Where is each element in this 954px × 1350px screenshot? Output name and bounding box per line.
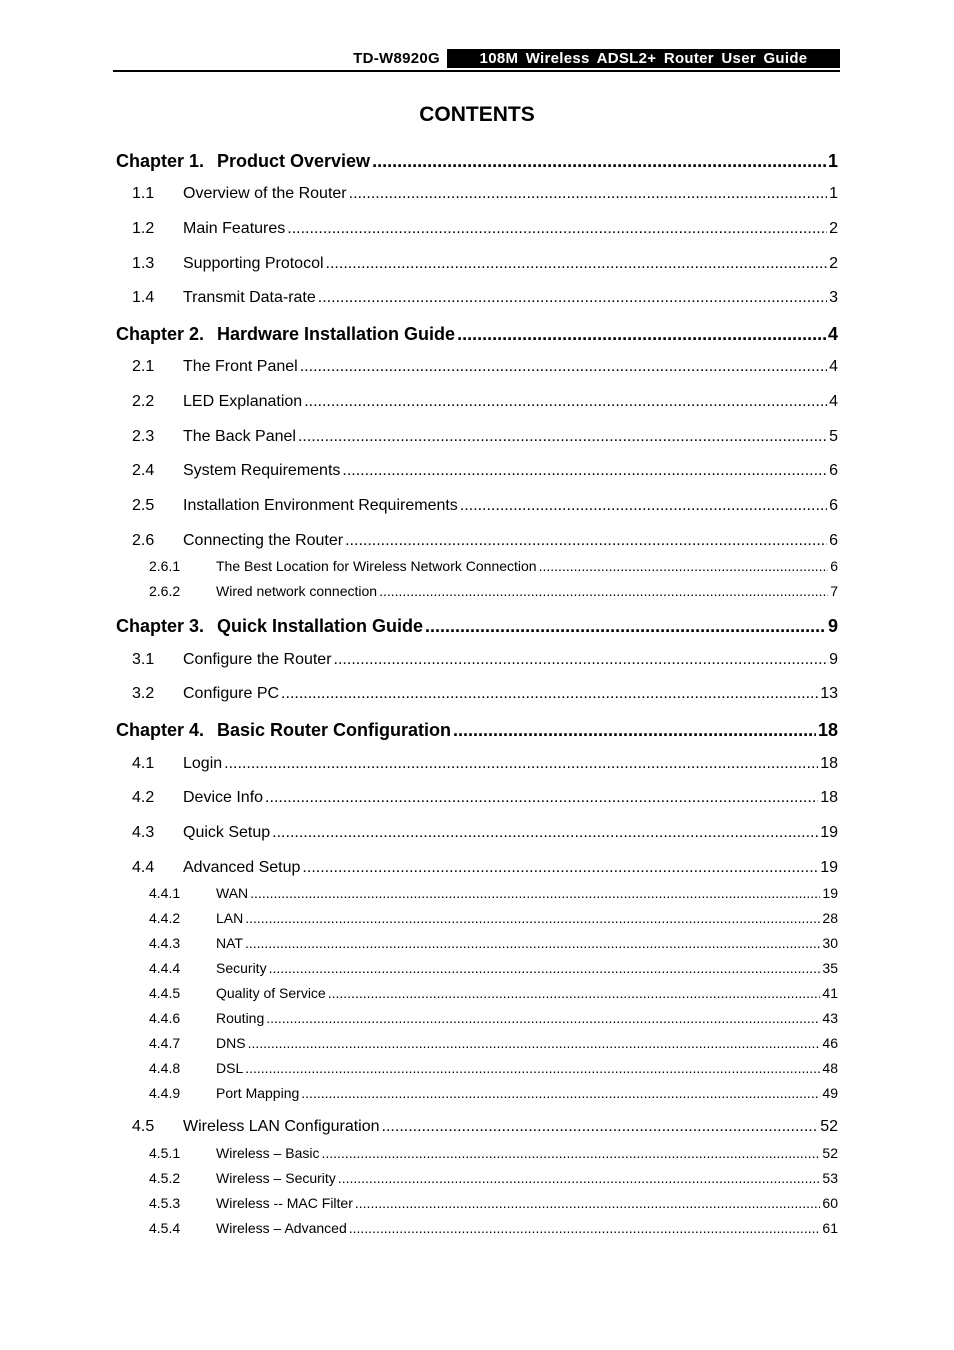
toc-entry-number: 2.6.1 xyxy=(149,558,181,574)
toc-section-entry[interactable] xyxy=(132,685,838,707)
dot-leader xyxy=(321,1145,820,1161)
toc-entry-number: 1.3 xyxy=(132,255,155,272)
toc-subsection-entry[interactable] xyxy=(149,1195,838,1214)
toc-page-number: 6 xyxy=(829,532,838,549)
toc-entry-title: NAT xyxy=(216,935,243,951)
toc-entry-number: 2.4 xyxy=(132,462,155,479)
toc-subsection-entry[interactable] xyxy=(149,583,838,602)
toc-entry-title: System Requirements xyxy=(183,462,341,479)
toc-page-number: 3 xyxy=(829,289,838,306)
toc-page-number: 19 xyxy=(820,824,838,841)
dot-leader xyxy=(457,324,826,345)
dot-leader xyxy=(245,910,820,926)
toc-subsection-entry[interactable] xyxy=(149,1085,838,1104)
toc-page-number: 46 xyxy=(822,1035,838,1051)
toc-subsection-entry[interactable] xyxy=(149,935,838,954)
toc-chapter-entry[interactable] xyxy=(116,151,838,175)
toc-page-number: 6 xyxy=(829,497,838,514)
toc-subsection-entry[interactable] xyxy=(149,985,838,1004)
toc-entry-title: Quality of Service xyxy=(216,985,326,1001)
toc-chapter-entry[interactable] xyxy=(116,324,838,348)
dot-leader xyxy=(250,885,820,901)
dot-leader xyxy=(338,1170,821,1186)
toc-entry-number: 4.5.2 xyxy=(149,1170,181,1186)
toc-entry-number: 2.6 xyxy=(132,532,155,549)
toc-entry-number: 4.2 xyxy=(132,789,155,806)
toc-entry-number: 4.5.3 xyxy=(149,1195,181,1211)
dot-leader xyxy=(328,985,821,1001)
toc-entry-number: 1.1 xyxy=(132,185,155,202)
toc-subsection-entry[interactable] xyxy=(149,885,838,904)
toc-page-number: 18 xyxy=(820,755,838,772)
toc-subsection-entry[interactable] xyxy=(149,1010,838,1029)
toc-chapter-entry[interactable] xyxy=(116,616,838,640)
toc-page-number: 1 xyxy=(827,151,838,171)
toc-entry-title: Wireless LAN Configuration xyxy=(183,1118,380,1135)
dot-leader xyxy=(287,220,827,238)
toc-entry-title: Transmit Data-rate xyxy=(183,289,316,306)
toc-entry-number: 4.4 xyxy=(132,859,155,876)
dot-leader xyxy=(460,497,827,515)
toc-entry-title: Routing xyxy=(216,1010,265,1026)
toc-section-entry[interactable] xyxy=(132,651,838,673)
toc-page-number: 4 xyxy=(827,324,838,344)
toc-page-number: 2 xyxy=(829,255,838,272)
toc-entry-title: Device Info xyxy=(183,789,264,806)
dot-leader xyxy=(265,789,818,807)
toc-entry-title: Configure PC xyxy=(183,685,280,702)
toc-entry-title: Wireless – Advanced xyxy=(216,1220,347,1236)
toc-entry-title: LED Explanation xyxy=(183,393,303,410)
toc-entry-number: Chapter 3. xyxy=(116,616,205,636)
dot-leader xyxy=(355,1195,821,1211)
dot-leader xyxy=(425,616,826,637)
toc-entry-title: Advanced Setup xyxy=(183,859,301,876)
toc-entry-title: The Back Panel xyxy=(183,428,296,445)
dot-leader xyxy=(342,462,827,480)
toc-section-entry[interactable] xyxy=(132,1118,838,1140)
dot-leader xyxy=(334,651,828,669)
toc-page-number: 4 xyxy=(829,358,838,375)
toc-entry-number: 2.2 xyxy=(132,393,155,410)
toc-entry-number: 2.6.2 xyxy=(149,583,181,599)
toc-section-entry[interactable] xyxy=(132,289,838,311)
toc-section-entry[interactable] xyxy=(132,462,838,484)
toc-subsection-entry[interactable] xyxy=(149,1220,838,1239)
dot-leader xyxy=(326,255,828,273)
toc-page-number: 1 xyxy=(829,185,838,202)
toc-entry-title: LAN xyxy=(216,910,244,926)
dot-leader xyxy=(301,1085,820,1101)
toc-section-entry[interactable] xyxy=(132,824,838,846)
toc-entry-title: The Best Location for Wireless Network Connection xyxy=(216,558,537,574)
toc-page-number: 9 xyxy=(829,651,838,668)
toc-entry-number: 4.4.9 xyxy=(149,1085,181,1101)
toc-entry-title: Quick Setup xyxy=(183,824,271,841)
toc-section-entry[interactable] xyxy=(132,789,838,811)
toc-entry-title: DNS xyxy=(216,1035,246,1051)
dot-leader xyxy=(372,151,826,172)
toc-page-number: 35 xyxy=(822,960,838,976)
model-number: TD-W8920G xyxy=(353,50,440,67)
toc-section-entry[interactable] xyxy=(132,497,838,519)
toc-page-number: 28 xyxy=(822,910,838,926)
toc-page-number: 52 xyxy=(822,1145,838,1161)
toc-entry-number: Chapter 4. xyxy=(116,720,205,740)
toc-entry-number: Chapter 1. xyxy=(116,151,205,171)
toc-entry-title: Hardware Installation Guide xyxy=(217,324,456,344)
toc-page-number: 49 xyxy=(822,1085,838,1101)
toc-entry-title: Wireless – Basic xyxy=(216,1145,320,1161)
toc-page-number: 13 xyxy=(820,685,838,702)
toc-entry-number: 2.5 xyxy=(132,497,155,514)
toc-page-number: 30 xyxy=(822,935,838,951)
dot-leader xyxy=(318,289,827,307)
dot-leader xyxy=(245,935,820,951)
toc-section-entry[interactable] xyxy=(132,220,838,242)
toc-page-number: 4 xyxy=(829,393,838,410)
dot-leader xyxy=(453,720,816,741)
toc-entry-title: Wired network connection xyxy=(216,583,378,599)
dot-leader xyxy=(272,824,818,842)
dot-leader xyxy=(304,393,827,411)
toc-entry-number: 4.4.2 xyxy=(149,910,181,926)
toc-entry-number: 3.2 xyxy=(132,685,155,702)
dot-leader xyxy=(539,558,829,574)
guide-title-banner: 108M Wireless ADSL2+ Router User Guide xyxy=(447,49,840,68)
toc-entry-number: 4.5 xyxy=(132,1118,155,1135)
toc-entry-number: 4.5.1 xyxy=(149,1145,181,1161)
toc-entry-number: 4.4.3 xyxy=(149,935,181,951)
toc-page-number: 48 xyxy=(822,1060,838,1076)
toc-page-number: 19 xyxy=(820,859,838,876)
dot-leader xyxy=(345,532,827,550)
toc-entry-title: WAN xyxy=(216,885,249,901)
toc-entry-title: Wireless -- MAC Filter xyxy=(216,1195,353,1211)
toc-page-number: 18 xyxy=(820,789,838,806)
toc-page-number: 7 xyxy=(830,583,838,599)
toc-entry-number: Chapter 2. xyxy=(116,324,205,344)
page-header xyxy=(113,48,840,70)
toc-page-number: 43 xyxy=(822,1010,838,1026)
toc-section-entry[interactable] xyxy=(132,255,838,277)
toc-subsection-entry[interactable] xyxy=(149,1035,838,1054)
toc-entry-title: Overview of the Router xyxy=(183,185,347,202)
toc-entry-title: Quick Installation Guide xyxy=(217,616,424,636)
toc-entry-title: Basic Router Configuration xyxy=(217,720,452,740)
toc-page-number: 9 xyxy=(827,616,838,636)
toc-entry-number: 4.3 xyxy=(132,824,155,841)
toc-entry-number: 4.4.4 xyxy=(149,960,181,976)
toc-page-number: 2 xyxy=(829,220,838,237)
toc-entry-title: Login xyxy=(183,755,223,772)
dot-leader xyxy=(266,1010,820,1026)
toc-entry-number: 4.4.1 xyxy=(149,885,181,901)
toc-page-number: 52 xyxy=(820,1118,838,1135)
toc-entry-number: 4.4.6 xyxy=(149,1010,181,1026)
toc-chapter-entry[interactable] xyxy=(116,720,838,744)
dot-leader xyxy=(349,1220,821,1236)
toc-entry-number: 4.1 xyxy=(132,755,155,772)
toc-section-entry[interactable] xyxy=(132,428,838,450)
toc-page-number: 61 xyxy=(822,1220,838,1236)
header-rule xyxy=(113,70,840,72)
page-title: CONTENTS xyxy=(419,103,535,126)
toc-entry-title: Wireless – Security xyxy=(216,1170,336,1186)
dot-leader xyxy=(379,583,828,599)
toc-entry-number: 4.4.7 xyxy=(149,1035,181,1051)
toc-section-entry[interactable] xyxy=(132,358,838,380)
toc-entry-number: 2.3 xyxy=(132,428,155,445)
toc-entry-number: 1.2 xyxy=(132,220,155,237)
toc-section-entry[interactable] xyxy=(132,859,838,881)
toc-entry-title: Supporting Protocol xyxy=(183,255,324,272)
toc-entry-number: 1.4 xyxy=(132,289,155,306)
toc-page-number: 6 xyxy=(829,462,838,479)
dot-leader xyxy=(298,428,827,446)
toc-entry-number: 4.5.4 xyxy=(149,1220,181,1236)
toc-entry-number: 4.4.5 xyxy=(149,985,181,1001)
toc-page-number: 41 xyxy=(822,985,838,1001)
toc-entry-title: Configure the Router xyxy=(183,651,332,668)
toc-entry-title: Installation Environment Requirements xyxy=(183,497,458,514)
toc-section-entry[interactable] xyxy=(132,532,838,554)
toc-subsection-entry[interactable] xyxy=(149,1060,838,1079)
dot-leader xyxy=(302,859,818,877)
toc-page-number: 19 xyxy=(822,885,838,901)
toc-subsection-entry[interactable] xyxy=(149,1170,838,1189)
dot-leader xyxy=(224,755,818,773)
dot-leader xyxy=(382,1118,819,1136)
dot-leader xyxy=(248,1035,821,1051)
toc-section-entry[interactable] xyxy=(132,755,838,777)
toc-entry-title: Security xyxy=(216,960,267,976)
toc-entry-number: 2.1 xyxy=(132,358,155,375)
toc-entry-title: The Front Panel xyxy=(183,358,298,375)
toc-entry-title: Connecting the Router xyxy=(183,532,344,549)
toc-subsection-entry[interactable] xyxy=(149,1145,838,1164)
toc-section-entry[interactable] xyxy=(132,185,838,207)
toc-subsection-entry[interactable] xyxy=(149,558,838,577)
dot-leader xyxy=(349,185,827,203)
toc-entry-title: DSL xyxy=(216,1060,244,1076)
toc-page-number: 60 xyxy=(822,1195,838,1211)
toc-page-number: 53 xyxy=(822,1170,838,1186)
toc-entry-title: Product Overview xyxy=(217,151,371,171)
toc-subsection-entry[interactable] xyxy=(149,910,838,929)
toc-subsection-entry[interactable] xyxy=(149,960,838,979)
toc-page-number: 18 xyxy=(817,720,838,740)
dot-leader xyxy=(281,685,818,703)
toc-entry-number: 4.4.8 xyxy=(149,1060,181,1076)
toc-entry-title: Port Mapping xyxy=(216,1085,300,1101)
toc-section-entry[interactable] xyxy=(132,393,838,415)
toc-page-number: 6 xyxy=(830,558,838,574)
toc-entry-number: 3.1 xyxy=(132,651,155,668)
dot-leader xyxy=(300,358,827,376)
dot-leader xyxy=(245,1060,820,1076)
toc-page-number: 5 xyxy=(829,428,838,445)
dot-leader xyxy=(269,960,821,976)
toc-entry-title: Main Features xyxy=(183,220,286,237)
